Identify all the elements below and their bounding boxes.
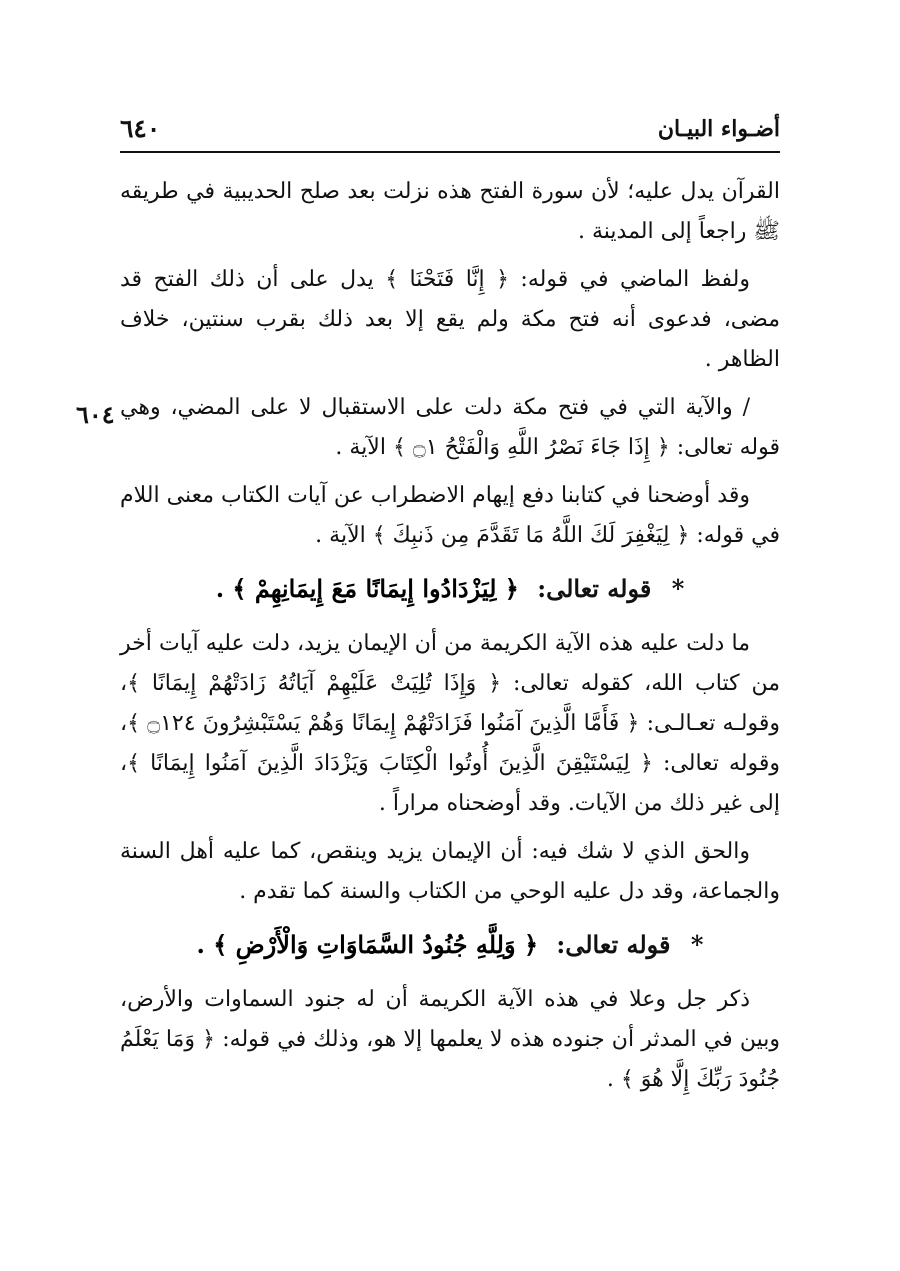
heading-verse: ﴿ لِيَزْدَادُوا إِيمَانًا مَعَ إِيمَانِهِمْ ﴾ . [215,574,519,603]
paragraph-7: ذكر جل وعلا في هذه الآية الكريمة أن له جنود السماوات والأرض، وبين في المدثر أن جنوده هذه لا يعلمها إلا هو، وذلك في قوله: ﴿ وَمَا يَعْلَمُ جُنُودَ رَبِّكَ إِلَّا هُوَ ﴾ . [120,987,780,1092]
section-heading-1 [120,566,780,612]
paragraph-6: والحق الذي لا شك فيه: أن الإيمان يزيد وينقص، كما عليه أهل السنة والجماعة، وقد دل عليه الوحي من الكتاب والسنة كما تقدم . [120,839,780,904]
header-rule [120,151,780,153]
paragraph-1: القرآن يدل عليه؛ لأن سورة الفتح هذه نزلت بعد صلح الحديبية في طريقه ﷺ راجعاً إلى المدينة . [120,179,780,244]
paragraph-4: وقد أوضحنا في كتابنا دفع إيهام الاضطراب عن آيات الكتاب معنى اللام في قوله: ﴿ لِيَغْفِرَ لَكَ اللَّهُ مَا تَقَدَّمَ مِن ذَنبِكَ ﴾ الآية . [120,483,780,548]
page-content [120,172,780,1108]
page-number: ٦٤٠ [120,114,161,143]
heading-star: * [671,574,685,603]
page-header [120,112,780,152]
paragraph-3: / والآية التي في فتح مكة دلت على الاستقبال لا على المضي، وهي قوله تعالى: ﴿ إِذَا جَاءَ نَصْرُ اللَّهِ وَالْفَتْحُ ۝١ ﴾ الآية . [120,395,780,460]
section-heading-2 [120,922,780,968]
paragraph-2: ولفظ الماضي في قوله: ﴿ إِنَّا فَتَحْنَا ﴾ يدل على أن ذلك الفتح قد مضى، فدعوى أنه فتح مكة ولم يقع إلا بعد ذلك بقرب سنتين، خلاف الظاهر . [120,267,780,372]
heading-star: * [690,930,704,959]
heading-label: قوله تعالى: [537,574,652,603]
paragraph-5: ما دلت عليه هذه الآية الكريمة من أن الإيمان يزيد، دلت عليه آيات أخر من كتاب الله، كقوله تعالى: ﴿ وَإِذَا تُلِيَتْ عَلَيْهِمْ آيَاتُهُ زَادَتْهُمْ إِيمَانًا ﴾، وقولـه تعـالـى: ﴿ فَأَمَّا الَّذِينَ آمَنُوا فَزَادَتْهُمْ إِيمَانًا وَهُمْ يَسْتَبْشِرُونَ ۝١٢٤ ﴾، وقوله تعالى: ﴿ لِيَسْتَيْقِنَ الَّذِينَ أُوتُوا الْكِتَابَ وَيَزْدَادَ الَّذِينَ آمَنُوا إِيمَانًا ﴾، إلى غير ذلك من الآيات. وقد أوضحناه مراراً . [120,631,781,816]
book-title: أضـواء البيـان [657,116,780,142]
heading-label: قوله تعالى: [556,930,671,959]
margin-page-reference: ٦٠٤ [76,400,115,429]
heading-verse: ﴿ وَلِلَّهِ جُنُودُ السَّمَاوَاتِ وَالْأَرْضِ ﴾ . [196,930,539,959]
